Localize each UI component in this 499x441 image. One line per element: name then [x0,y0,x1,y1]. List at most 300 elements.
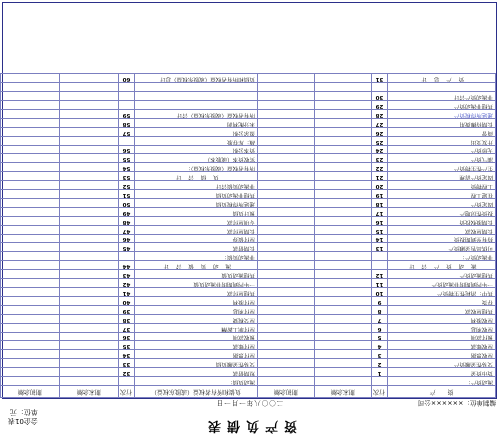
liability-line-no: 36 [119,332,135,341]
asset-begin-balance-cell [258,225,315,234]
liability-end-balance-cell [60,74,119,83]
liability-line-no: 45 [119,243,135,252]
table-row [1,181,496,190]
liability-begin-balance-cell [1,234,60,243]
asset-begin-balance-cell [258,288,315,297]
liability-item-label: 所有者权益（或股东权益）合计 [135,109,258,118]
header-end-balance: 期末余额 [60,386,119,398]
asset-begin-balance-cell [258,368,315,377]
table-row [1,118,496,127]
liability-begin-balance-cell [1,225,60,234]
asset-begin-balance-cell [258,314,315,323]
table-row [1,101,496,110]
liability-line-no: 59 [119,109,135,118]
asset-item-label: 可供出售金融资产 [388,243,496,252]
asset-end-balance-cell [315,323,372,332]
liability-end-balance-cell [60,216,119,225]
liability-line-no: 32 [119,368,135,377]
asset-item-label: 长期应收款 [388,225,496,234]
asset-begin-balance-cell [258,207,315,216]
table-row [1,127,496,136]
liability-line-no: 56 [119,145,135,154]
table-row [1,216,496,225]
asset-begin-balance-cell [258,83,315,92]
form-number-block [8,407,38,425]
asset-line-no: 25 [372,136,388,145]
asset-line-no: 14 [372,234,388,243]
header-begin-balance: 期初余额 [258,386,315,398]
table-body [1,74,496,386]
liability-end-balance-cell [60,305,119,314]
asset-begin-balance-cell [258,279,315,288]
asset-item-label: 其他非流动资产 [388,101,496,110]
asset-line-no: 15 [372,225,388,234]
asset-line-no: 28 [372,109,388,118]
liability-end-balance-cell [60,172,119,181]
liability-end-balance-cell [60,350,119,359]
liability-end-balance-cell [60,181,119,190]
asset-end-balance-cell [315,101,372,110]
liability-item-label: 专项应付款 [135,216,258,225]
liability-begin-balance-cell [1,136,60,145]
asset-begin-balance-cell [258,377,315,386]
liability-line-no [119,101,135,110]
asset-line-no: 3 [372,350,388,359]
liability-begin-balance-cell [1,261,60,270]
table-row [1,341,496,350]
asset-line-no: 5 [372,332,388,341]
liability-end-balance-cell [60,163,119,172]
liability-end-balance-cell [60,109,119,118]
asset-end-balance-cell [315,172,372,181]
table-row [1,190,496,199]
liability-begin-balance-cell [1,314,60,323]
asset-line-no: 30 [372,92,388,101]
asset-end-balance-cell [315,181,372,190]
liability-end-balance-cell [60,359,119,368]
asset-line-no: 22 [372,163,388,172]
table-row [1,377,496,386]
asset-begin-balance-cell [258,136,315,145]
asset-end-balance-cell [315,83,372,92]
liability-item-label [135,83,258,92]
asset-item-label: 固定资产 [388,198,496,207]
asset-line-no [372,252,388,261]
asset-item-label: 应收股利 [388,314,496,323]
asset-begin-balance-cell [258,332,315,341]
asset-end-balance-cell [315,270,372,279]
table-row [1,109,496,118]
liability-item-label: 实收资本（或股本） [135,154,258,163]
liability-line-no: 49 [119,207,135,216]
liability-begin-balance-cell [1,332,60,341]
asset-line-no [372,261,388,270]
asset-line-no: 1 [372,368,388,377]
liability-item-label: 应付利息 [135,305,258,314]
asset-item-label: 非流动资产合计 [388,92,496,101]
table-row [1,83,496,92]
asset-end-balance-cell [315,154,372,163]
asset-begin-balance-cell [258,154,315,163]
liability-line-no: 47 [119,225,135,234]
asset-line-no: 29 [372,101,388,110]
asset-begin-balance-cell [258,101,315,110]
asset-line-no: 26 [372,127,388,136]
liability-end-balance-cell [60,279,119,288]
liability-line-no: 35 [119,341,135,350]
liability-begin-balance-cell [1,341,60,350]
asset-begin-balance-cell [258,359,315,368]
form-number: 会企01表 [8,417,38,425]
liability-line-no: 57 [119,127,135,136]
asset-item-label: 货币资金 [388,368,496,377]
liability-item-label: 资本公积 [135,145,258,154]
liability-line-no: 37 [119,323,135,332]
asset-item-label: 应收账款 [388,341,496,350]
asset-end-balance-cell [315,377,372,386]
asset-end-balance-cell [315,225,372,234]
liability-end-balance-cell [60,243,119,252]
liability-line-no: 34 [119,350,135,359]
liability-item-label: 盈余公积 [135,127,258,136]
asset-line-no: 12 [372,270,388,279]
liability-end-balance-cell [60,377,119,386]
asset-end-balance-cell [315,163,372,172]
liability-begin-balance-cell [1,323,60,332]
asset-line-no: 9 [372,296,388,305]
asset-item-label: 交易性金融资产 [388,359,496,368]
asset-begin-balance-cell [258,92,315,101]
asset-end-balance-cell [315,92,372,101]
header-begin-balance: 期初余额 [1,386,60,398]
asset-item-label [388,83,496,92]
asset-line-no: 31 [372,74,388,83]
liability-item-label: 流动负债： [135,377,258,386]
liability-begin-balance-cell [1,172,60,181]
asset-end-balance-cell [315,341,372,350]
liability-line-no: 38 [119,314,135,323]
asset-begin-balance-cell [258,270,315,279]
asset-item-label: 流 动 资 产 合 计 [388,261,496,270]
liability-end-balance-cell [60,252,119,261]
asset-line-no [372,83,388,92]
liability-begin-balance-cell [1,270,60,279]
liability-item-label [135,92,258,101]
liability-line-no [119,252,135,261]
liability-item-label: 预收款项 [135,332,258,341]
liability-item-label: 其他流动负债 [135,270,258,279]
liability-item-label: 应付职工薪酬 [135,323,258,332]
liability-line-no: 58 [119,118,135,127]
asset-begin-balance-cell [258,172,315,181]
asset-line-no: 27 [372,118,388,127]
liability-line-no: 40 [119,296,135,305]
asset-end-balance-cell [315,118,372,127]
asset-begin-balance-cell [258,127,315,136]
asset-end-balance-cell [315,296,372,305]
liability-end-balance-cell [60,154,119,163]
asset-item-label: 长期股权投资 [388,216,496,225]
liability-end-balance-cell [60,136,119,145]
liability-end-balance-cell [60,92,119,101]
asset-begin-balance-cell [258,181,315,190]
liability-line-no: 33 [119,359,135,368]
liability-end-balance-cell [60,118,119,127]
asset-line-no: 20 [372,181,388,190]
liability-item-label: 流 动 负 债 合 计 [135,261,258,270]
asset-begin-balance-cell [258,118,315,127]
asset-end-balance-cell [315,216,372,225]
liability-item-label: 短期借款 [135,368,258,377]
asset-item-label: 固定资产清理 [388,172,496,181]
liability-end-balance-cell [60,207,119,216]
asset-end-balance-cell [315,145,372,154]
table-row [1,163,496,172]
asset-line-no: 7 [372,314,388,323]
header-liability-item: 负债和所有者权益（或股东权益） [135,386,258,398]
asset-end-balance-cell [315,190,372,199]
liability-begin-balance-cell [1,92,60,101]
asset-end-balance-cell [315,288,372,297]
asset-line-no: 11 [372,279,388,288]
liability-begin-balance-cell [1,368,60,377]
liability-line-no [119,92,135,101]
liability-line-no: 52 [119,181,135,190]
asset-item-label: 工程物资 [388,181,496,190]
liability-item-label: 长期应付款 [135,225,258,234]
asset-end-balance-cell [315,207,372,216]
liability-line-no: 43 [119,270,135,279]
liability-begin-balance-cell [1,127,60,136]
liability-begin-balance-cell [1,296,60,305]
asset-begin-balance-cell [258,190,315,199]
page-title: 资产负债表 [202,418,298,433]
asset-item-label: 非流动资产： [388,252,496,261]
liability-begin-balance-cell [1,154,60,163]
asset-line-no [372,377,388,386]
asset-item-label: 商誉 [388,127,496,136]
liability-end-balance-cell [60,127,119,136]
table-row [1,207,496,216]
company-name: 编制单位：××××××公司 [417,399,496,407]
liability-begin-balance-cell [1,359,60,368]
liability-end-balance-cell [60,296,119,305]
asset-end-balance-cell [315,198,372,207]
asset-begin-balance-cell [258,261,315,270]
liability-item-label: 负 债 合 计 [135,172,258,181]
liability-line-no: 46 [119,234,135,243]
header-line-no: 行次 [119,386,135,398]
table-row [1,198,496,207]
asset-item-label: 在建工程 [388,190,496,199]
asset-end-balance-cell [315,252,372,261]
asset-item-label: 应收票据 [388,350,496,359]
asset-item-label: 资 产 总 计 [388,74,496,83]
liability-begin-balance-cell [1,207,60,216]
asset-item-label: 生产性生物资产 [388,163,496,172]
asset-end-balance-cell [315,350,372,359]
header-line-no: 行次 [372,386,388,398]
liability-line-no: 54 [119,163,135,172]
liability-line-no: 42 [119,279,135,288]
liability-item-label: 应交税费 [135,314,258,323]
asset-line-no: 23 [372,154,388,163]
table-header-row [1,386,496,398]
table-row [1,332,496,341]
liability-item-label: 预计负债 [135,207,258,216]
table-row [1,92,496,101]
asset-item-label: 投资性房地产 [388,207,496,216]
liability-line-no: 60 [119,74,135,83]
liability-item-label: 所有者权益（或股东权益）： [135,163,258,172]
asset-begin-balance-cell [258,109,315,118]
asset-begin-balance-cell [258,163,315,172]
liability-begin-balance-cell [1,243,60,252]
liability-item-label: 其他应付款 [135,288,258,297]
liability-item-label: 减：库存股 [135,136,258,145]
liability-item-label: 非流动负债合计 [135,181,258,190]
asset-line-no: 21 [372,172,388,181]
asset-line-no: 4 [372,341,388,350]
liability-item-label: 交易性金融负债 [135,359,258,368]
liability-line-no: 44 [119,261,135,270]
liability-line-no [119,377,135,386]
liability-line-no: 51 [119,190,135,199]
liability-begin-balance-cell [1,305,60,314]
asset-line-no: 19 [372,190,388,199]
asset-item-label: 预付款项 [388,332,496,341]
liability-line-no: 48 [119,216,135,225]
asset-item-label: 应收利息 [388,323,496,332]
liability-begin-balance-cell [1,377,60,386]
asset-begin-balance-cell [258,216,315,225]
liability-end-balance-cell [60,198,119,207]
asset-line-no: 8 [372,305,388,314]
asset-line-no: 17 [372,207,388,216]
liability-end-balance-cell [60,261,119,270]
liability-item-label: 一年内到期的非流动负债 [135,279,258,288]
liability-line-no [119,136,135,145]
report-date: 二〇〇八年一月一日 [215,399,284,407]
asset-item-label: 其中：消耗性生物资产 [388,288,496,297]
liability-end-balance-cell [60,368,119,377]
asset-begin-balance-cell [258,350,315,359]
asset-line-no: 10 [372,288,388,297]
table-row [1,270,496,279]
liability-begin-balance-cell [1,216,60,225]
table-row [1,225,496,234]
liability-item-label: 长期借款 [135,243,258,252]
table-row [1,172,496,181]
liability-begin-balance-cell [1,252,60,261]
asset-line-no: 16 [372,216,388,225]
asset-item-label: 流动资产： [388,377,496,386]
asset-item-label: 其他应收款 [388,305,496,314]
liability-item-label: 非流动负债： [135,252,258,261]
table-row [1,261,496,270]
asset-end-balance-cell [315,368,372,377]
liability-item-label: 负债和所有者权益（或股东权益）总计 [135,74,258,83]
table-row [1,136,496,145]
liability-begin-balance-cell [1,350,60,359]
table-row [1,154,496,163]
liability-begin-balance-cell [1,198,60,207]
asset-item-label: 存货 [388,296,496,305]
asset-begin-balance-cell [258,74,315,83]
asset-end-balance-cell [315,109,372,118]
liability-end-balance-cell [60,234,119,243]
asset-item-label: 无形资产 [388,145,496,154]
liability-begin-balance-cell [1,101,60,110]
asset-begin-balance-cell [258,198,315,207]
liability-item-label: 应付债券 [135,234,258,243]
liability-line-no: 41 [119,288,135,297]
liability-begin-balance-cell [1,190,60,199]
table-row [1,323,496,332]
liability-item-label: 未分配利润 [135,118,258,127]
asset-end-balance-cell [315,74,372,83]
asset-begin-balance-cell [258,145,315,154]
liability-end-balance-cell [60,341,119,350]
liability-line-no: 53 [119,172,135,181]
asset-end-balance-cell [315,234,372,243]
asset-begin-balance-cell [258,252,315,261]
liability-end-balance-cell [60,323,119,332]
balance-sheet-table [2,2,497,399]
asset-item-label: 长期待摊费用 [388,118,496,127]
asset-item-label: 其他流动资产 [388,270,496,279]
liability-begin-balance-cell [1,83,60,92]
asset-begin-balance-cell [258,305,315,314]
table-row [1,296,496,305]
table-row [1,350,496,359]
liability-item-label: 其他非流动负债 [135,190,258,199]
liability-end-balance-cell [60,190,119,199]
table-row [1,234,496,243]
liability-item-label: 递延所得税负债 [135,198,258,207]
table-row [1,145,496,154]
header-asset-item: 资 产 [388,386,496,398]
asset-end-balance-cell [315,332,372,341]
liability-begin-balance-cell [1,145,60,154]
asset-item-label: 油气资产 [388,154,496,163]
asset-end-balance-cell [315,243,372,252]
asset-begin-balance-cell [258,341,315,350]
asset-end-balance-cell [315,314,372,323]
asset-end-balance-cell [315,261,372,270]
asset-begin-balance-cell [258,296,315,305]
asset-line-no: 24 [372,145,388,154]
liability-begin-balance-cell [1,181,60,190]
liability-end-balance-cell [60,83,119,92]
table-row [1,359,496,368]
asset-end-balance-cell [315,127,372,136]
liability-line-no: 50 [119,198,135,207]
asset-item-label: 持有至到期投资 [388,234,496,243]
table-row [1,368,496,377]
liability-end-balance-cell [60,101,119,110]
asset-begin-balance-cell [258,234,315,243]
liability-line-no: 55 [119,154,135,163]
asset-line-no: 2 [372,359,388,368]
liability-begin-balance-cell [1,74,60,83]
liability-item-label: 应付股利 [135,296,258,305]
asset-item-label: 一年内到期的非流动资产 [388,279,496,288]
liability-line-no: 39 [119,305,135,314]
liability-item-label: 应付票据 [135,350,258,359]
liability-end-balance-cell [60,314,119,323]
header-end-balance: 期末余额 [315,386,372,398]
